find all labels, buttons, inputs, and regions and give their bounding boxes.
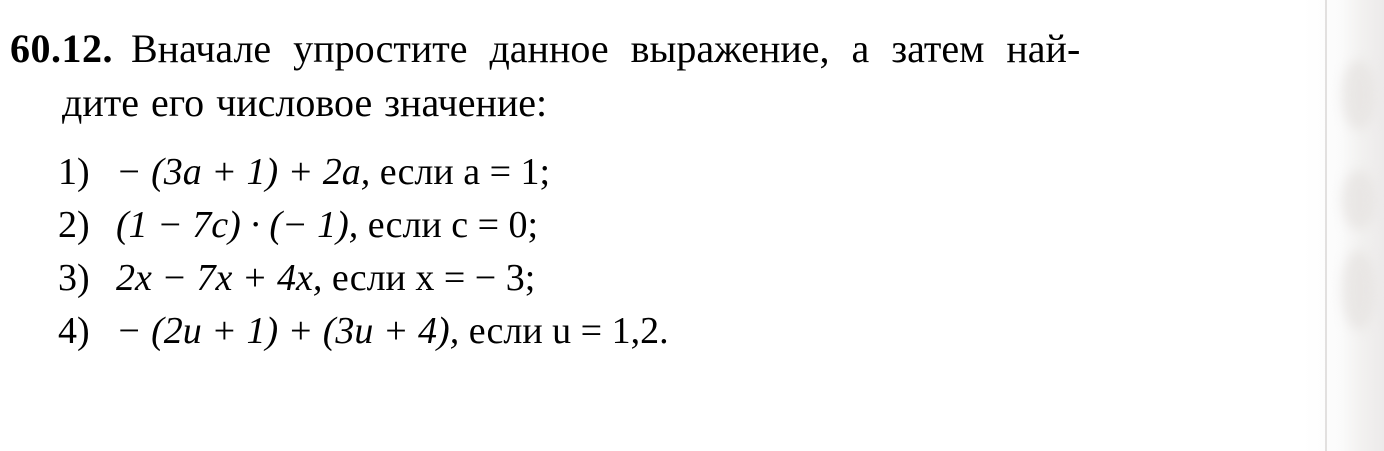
problem-block — [10, 22, 1340, 358]
item-expression: − (2u + 1) + (3u + 4), — [116, 310, 460, 352]
item-label: 4) — [58, 310, 90, 352]
problem-statement-text-1: Вначале упростите данное выражение, а затем най- — [131, 26, 1081, 71]
list-item — [58, 252, 1340, 305]
item-expression: − (3a + 1) + 2a, — [116, 151, 371, 193]
list-item — [58, 305, 1340, 358]
item-label: 1) — [58, 151, 90, 193]
page-smudge — [1342, 250, 1376, 330]
item-condition: если a = 1; — [379, 151, 551, 193]
item-content — [116, 305, 669, 358]
problem-items-list — [58, 146, 1340, 358]
item-content — [116, 252, 535, 305]
item-condition: если u = 1,2. — [468, 310, 669, 352]
list-item — [58, 199, 1340, 252]
problem-statement-line-2: дите его числовое значение: — [62, 80, 548, 125]
item-content — [116, 146, 550, 199]
item-expression: (1 − 7c) · (− 1), — [116, 204, 359, 246]
item-condition: если x = − 3; — [331, 257, 536, 299]
list-item — [58, 146, 1340, 199]
item-content — [116, 199, 538, 252]
item-expression: 2x − 7x + 4x, — [116, 257, 323, 299]
page-smudge — [1342, 60, 1376, 130]
item-label: 3) — [58, 257, 90, 299]
item-condition: если c = 0; — [367, 204, 539, 246]
problem-statement-line-1 — [10, 22, 1340, 76]
item-label: 2) — [58, 204, 90, 246]
page-smudge — [1342, 170, 1376, 230]
problem-number: 60.12. — [10, 26, 113, 71]
